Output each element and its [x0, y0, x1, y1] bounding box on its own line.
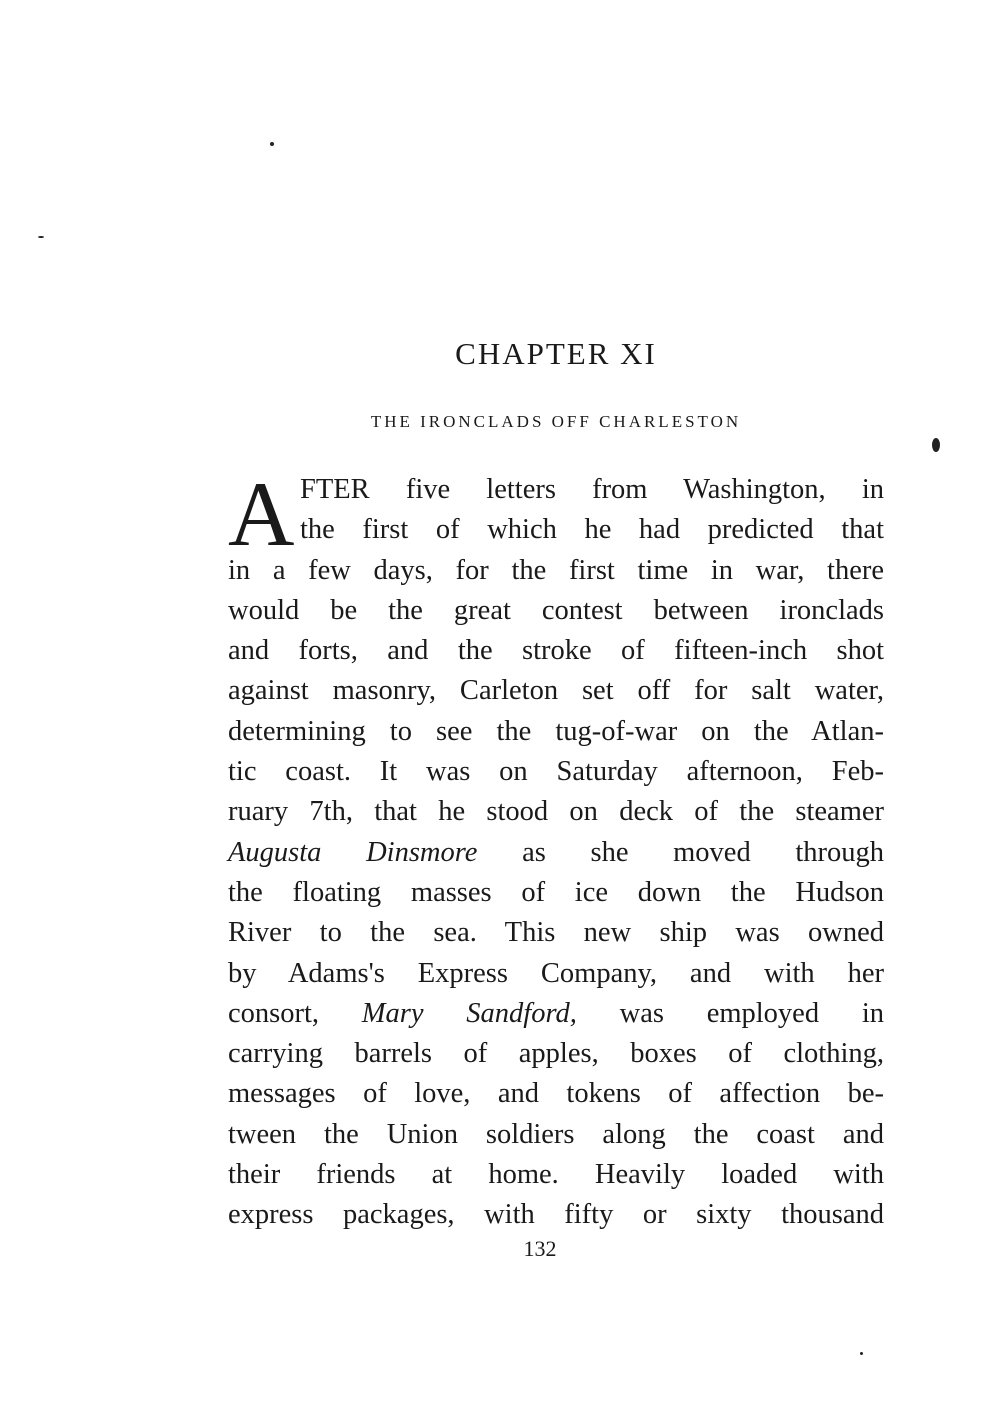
- text-line: messages of love, and tokens of affection be-: [228, 1078, 884, 1110]
- ink-speck: [270, 142, 274, 146]
- text-line: River to the sea. This new ship was owned: [228, 917, 884, 949]
- text-fragment: was employed in: [619, 997, 885, 1029]
- text-fragment: consort,: [228, 997, 320, 1029]
- text-line: [228, 833, 884, 873]
- text-line: tic coast. It was on Saturday afternoon, Feb-: [228, 756, 884, 788]
- chapter-subtitle: THE IRONCLADS OFF CHARLESTON: [370, 412, 742, 431]
- text-line: and forts, and the stroke of fifteen-inch shot: [228, 635, 884, 667]
- text-line: ruary 7th, that he stood on deck of the steamer: [228, 796, 884, 828]
- text-line: by Adams's Express Company, and with her: [228, 957, 884, 989]
- page-number: 132: [523, 1236, 557, 1261]
- ship-name: Augusta Dinsmore: [228, 836, 478, 868]
- text-line: would be the great contest between ironclads: [228, 594, 884, 626]
- text-line: [228, 994, 884, 1034]
- text-line: in a few days, for the first time in war, there: [228, 554, 884, 586]
- text-line: carrying barrels of apples, boxes of clothing,: [228, 1038, 884, 1070]
- text-line: against masonry, Carleton set off for salt water,: [228, 675, 884, 707]
- body-text: [228, 463, 885, 1236]
- ink-speck: [38, 236, 44, 238]
- ship-name: Mary Sandford,: [361, 997, 577, 1029]
- chapter-title: CHAPTER XI: [455, 336, 657, 371]
- text-line: tween the Union soldiers along the coast and: [228, 1118, 884, 1150]
- ink-speck: [932, 438, 940, 452]
- text-fragment: as she moved through: [522, 836, 885, 868]
- text-line: their friends at home. Heavily loaded with: [228, 1159, 884, 1191]
- text-line: the floating masses of ice down the Hudson: [228, 876, 884, 908]
- text-line: the first of which he had predicted that: [300, 514, 884, 546]
- text-line: determining to see the tug-of-war on the Atlan-: [228, 715, 884, 747]
- text-line: express packages, with fifty or sixty thousand: [228, 1199, 884, 1231]
- drop-cap: A: [228, 463, 295, 565]
- text-line: FTER five letters from Washington, in: [300, 474, 884, 505]
- ink-speck: [860, 1352, 863, 1355]
